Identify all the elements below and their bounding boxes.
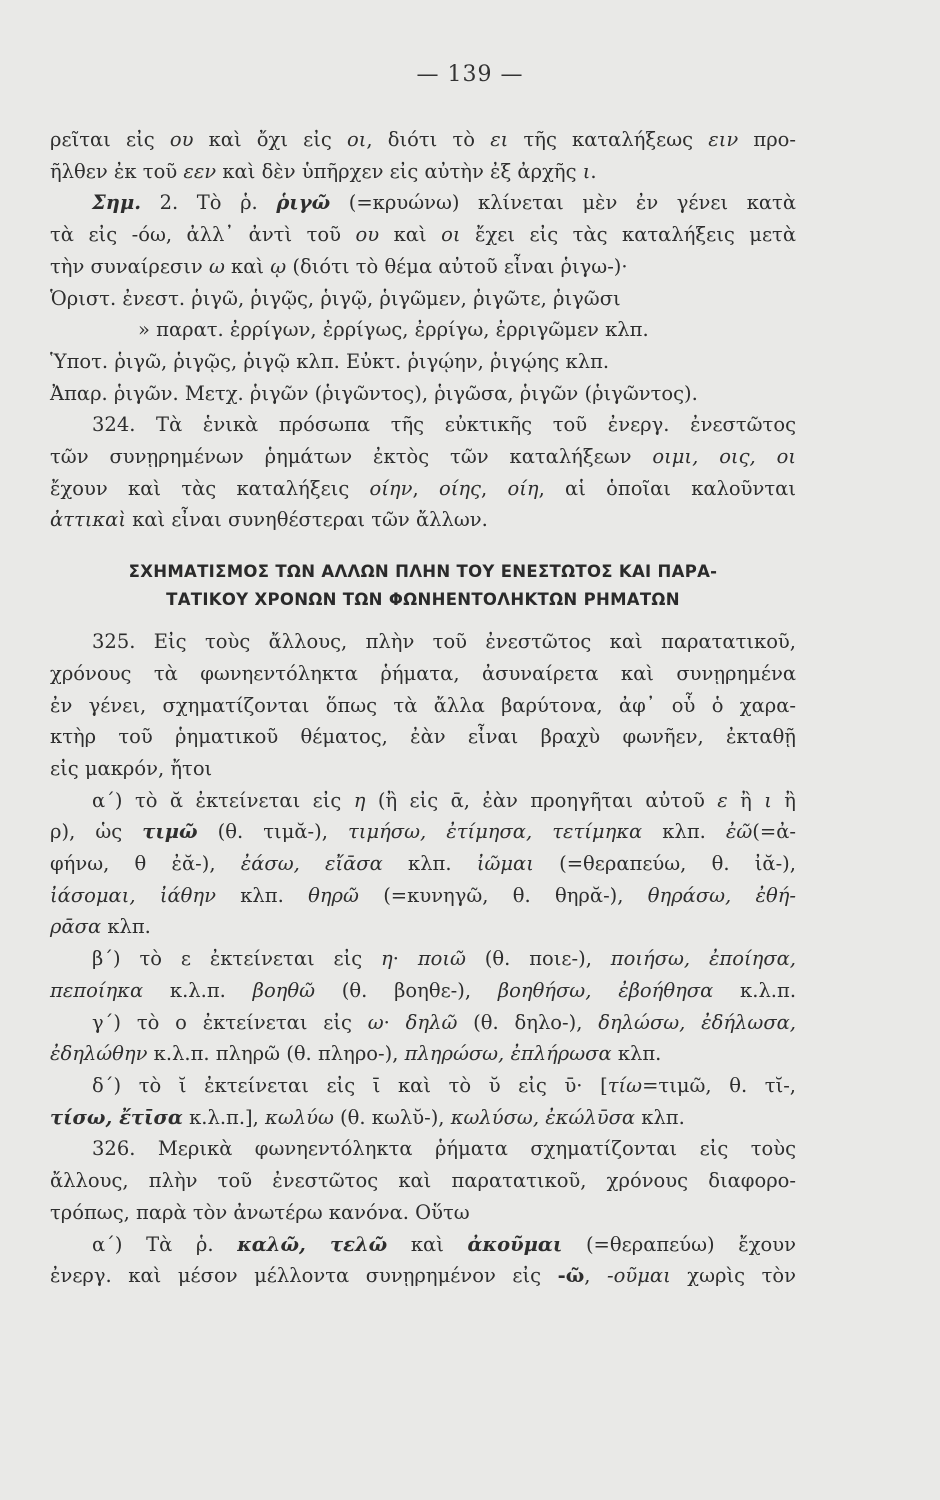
text-run: κλπ.: [101, 915, 151, 939]
text-line: [50, 1229, 796, 1261]
text-line: [50, 1133, 796, 1165]
text-run: ῳ: [270, 254, 287, 278]
text-line: [50, 283, 796, 315]
text-run: γ´) τὸ ο ἐκτείνεται εἰς: [92, 1010, 368, 1034]
text-run: χωρὶς τὸν: [670, 1264, 796, 1288]
text-run: 324. Τὰ ἑνικὰ πρόσωπα τῆς εὐκτικῆς τοῦ ἐνεργ. ἐνεστῶτος: [92, 413, 796, 437]
text-run: ἢ: [771, 788, 796, 812]
text-line: [50, 124, 796, 156]
text-line: [50, 1038, 796, 1070]
text-line: [50, 911, 796, 943]
text-line: [50, 721, 796, 753]
text-run: (=κρυώνω) κλίνεται μὲν ἐν γένει κατὰ: [330, 191, 797, 215]
text-run: α´) τὸ ᾰ ἐκτείνεται εἰς: [92, 788, 354, 812]
text-line: [50, 1007, 796, 1039]
text-run: δηλῶ: [405, 1010, 458, 1034]
text-run: τιμῶ: [142, 820, 198, 844]
text-run: τὴν συναίρεσιν: [50, 254, 209, 278]
text-line: [50, 1197, 796, 1229]
text-run: (θ. ποιε-),: [465, 947, 611, 971]
text-run: » παρατ. ἐρρίγων, ἐρρίγως, ἐρρίγω, ἐρριγῶμεν κλπ.: [138, 318, 649, 342]
text-run: κλπ.: [382, 852, 477, 876]
text-line: [50, 314, 796, 346]
text-run: κ.λ.π.: [713, 978, 797, 1002]
text-run: 2. Τὸ ῥ.: [141, 191, 277, 215]
text-run: η: [353, 788, 366, 812]
text-line: [50, 346, 796, 378]
text-run: τρόπως, παρὰ τὸν ἀνωτέρω κανόνα. Οὕτω: [50, 1200, 470, 1224]
text-run: ρεῖται εἰς: [50, 128, 170, 151]
text-run: θηράσω, ἐθή-: [647, 883, 797, 907]
text-run: ῥιγῶ: [276, 191, 331, 215]
text-run: τῆς καταλήξεως: [508, 128, 709, 151]
text-run: καὶ εἶναι συνηθέστεραι τῶν ἄλλων.: [126, 508, 488, 532]
text-run: ·: [392, 947, 418, 971]
text-run: ἀκοῦμαι: [467, 1232, 563, 1256]
text-run: ἔχει εἰς τὰς καταλήξεις μετὰ: [460, 223, 797, 247]
text-run: .: [590, 159, 597, 183]
text-run: εεν: [183, 159, 217, 183]
text-run: (=ἀ-: [752, 820, 796, 844]
text-run: φήνω, θ ἐᾰ-),: [50, 852, 241, 876]
text-run: ῆλθεν ἐκ τοῦ: [50, 159, 184, 183]
text-run: κ.λ.π.],: [182, 1105, 266, 1129]
text-run: τιμήσω, ἐτίμησα, τετίμηκα: [347, 820, 643, 844]
text-run: δ´) τὸ ῐ ἐκτείνεται εἰς ῑ καὶ τὸ ῠ εἰς ῡ· [: [92, 1073, 608, 1097]
text-run: (θ. τιμᾰ-),: [197, 820, 348, 844]
text-run: ου: [169, 128, 194, 151]
text-line: [50, 409, 796, 441]
text-run: βοηθήσω, ἐβοήθησα: [497, 978, 714, 1002]
text-line: [50, 1260, 796, 1292]
text-run: -οῦμαι: [607, 1264, 671, 1288]
text-run: η: [381, 947, 393, 971]
text-run: πεποίηκα: [50, 978, 144, 1002]
text-run: κ.λ.π.: [143, 978, 253, 1002]
text-run: ποιήσω, ἐποίησα,: [610, 947, 796, 971]
text-run: κλπ.: [611, 1042, 662, 1066]
text-line: [50, 753, 796, 785]
text-run: ποιῶ: [417, 947, 466, 971]
text-run: οίη: [507, 476, 539, 500]
text-run: κλπ.: [215, 883, 309, 907]
text-run: τίω: [607, 1073, 643, 1097]
text-run: ἰάσομαι, ἰάθην: [50, 883, 216, 907]
text-run: 326. Μερικὰ φωνηεντόληκτα ῥήματα σχηματίζονται εἰς τοὺς: [92, 1137, 796, 1161]
text-run: κλπ.: [642, 820, 726, 844]
text-run: Σημ.: [92, 191, 142, 215]
text-run: καὶ δὲν ὑπῆρχεν εἰς αὐτὴν ἐξ ἀρχῆς: [216, 159, 583, 183]
body-text: [50, 124, 796, 1292]
text-line: [50, 378, 796, 410]
text-line: [50, 251, 796, 283]
text-run: α´) Τὰ ῥ.: [92, 1232, 238, 1256]
text-line: [50, 441, 796, 473]
text-run: ·: [383, 1010, 406, 1034]
text-run: θηρῶ: [308, 883, 359, 907]
text-run: οι: [347, 128, 367, 151]
text-run: κλπ.: [635, 1105, 685, 1129]
text-run: (θ. δηλο-),: [457, 1010, 599, 1034]
text-run: οι: [441, 223, 461, 247]
text-run: ἐνεργ. καὶ μέσον μέλλοντα συνῃρημένον εἰς: [50, 1264, 558, 1288]
text-run: -ῶ: [557, 1264, 585, 1288]
text-run: κωλύω: [265, 1105, 334, 1129]
text-line: [50, 690, 796, 722]
text-run: ,: [480, 476, 508, 500]
page-number: — 139 —: [416, 62, 524, 87]
text-line: [50, 219, 796, 251]
text-run: ἰῶμαι: [476, 852, 534, 876]
text-run: ρ), ὡς: [50, 820, 143, 844]
text-run: ε: [717, 788, 728, 812]
text-run: Ὁριστ. ἐνεστ. ῥιγῶ, ῥιγῷς, ῥιγῷ, ῥιγῶμεν, ῥιγῶτε, ῥιγῶσι: [50, 286, 621, 310]
text-line: [50, 473, 796, 505]
text-run: 325. Εἰς τοὺς ἄλλους, πλὴν τοῦ ἐνεστῶτος καὶ παρατατικοῦ,: [92, 630, 796, 654]
text-run: εἰς μακρόν, ἤτοι: [50, 756, 213, 780]
text-line: [50, 880, 796, 912]
text-run: ἐδηλώθην: [50, 1042, 148, 1066]
text-run: , διότι τὸ: [366, 128, 491, 151]
text-run: ἄλλους, πλὴν τοῦ ἐνεστῶτος καὶ παρατατικοῦ, χρόνους διαφορο-: [50, 1169, 796, 1193]
text-run: , αἱ ὁποῖαι καλοῦνται: [538, 476, 796, 500]
text-line: [50, 626, 796, 658]
text-run: ω: [367, 1010, 384, 1034]
text-run: καὶ: [224, 254, 271, 278]
text-run: ειν: [708, 128, 739, 151]
text-run: δηλώσω, ἐδήλωσα,: [598, 1010, 796, 1034]
text-run: οιμι, οις, οι: [652, 445, 796, 469]
text-run: κωλύσω, ἐκώλῡσα: [450, 1105, 636, 1129]
text-line: [50, 1165, 796, 1197]
text-run: ω: [208, 254, 225, 278]
text-run: καὶ: [379, 223, 442, 247]
text-run: ἔχουν καὶ τὰς καταλήξεις: [50, 476, 370, 500]
text-run: οίην: [369, 476, 413, 500]
text-run: ρᾱσα: [50, 915, 102, 939]
text-run: κτὴρ τοῦ ῥηματικοῦ θέματος, ἐὰν εἶναι βραχὺ φωνῆεν, ἐκταθῇ: [50, 725, 796, 749]
text-run: Ὑποτ. ῥιγῶ, ῥιγῷς, ῥιγῷ κλπ. Εὐκτ. ῥιγῴην, ῥιγῴης κλπ.: [50, 349, 610, 373]
text-run: ἐν γένει, σχηματίζονται ὅπως τὰ ἄλλα βαρύτονα, ἀφ᾽ οὗ ὁ χαρα-: [50, 693, 796, 717]
text-line: [50, 848, 796, 880]
text-line: [50, 943, 796, 975]
text-run: τίσω, ἔτῑσα: [50, 1105, 183, 1129]
text-run: κ.λ.π. πληρῶ (θ. πληρο-),: [147, 1042, 405, 1066]
text-line: [50, 1070, 796, 1102]
text-line: [50, 785, 796, 817]
text-run: ἐῶ: [725, 820, 753, 844]
text-run: καὶ ὄχι εἰς: [193, 128, 347, 151]
text-run: ,: [584, 1264, 608, 1288]
text-run: (ἢ εἰς ᾱ, ἐὰν προηγῆται αὐτοῦ: [365, 788, 718, 812]
text-run: =τιμῶ, θ. τῐ-,: [642, 1073, 796, 1097]
text-run: Ἀπαρ. ῥιγῶν. Μετχ. ῥιγῶν (ῥιγῶντος), ῥιγῶσα, ῥιγῶν (ῥιγῶντος).: [50, 381, 698, 405]
text-run: (=θεραπεύω) ἔχουν: [562, 1232, 796, 1256]
text-run: βοηθῶ: [252, 978, 316, 1002]
text-run: (διότι τὸ θέμα αὐτοῦ εἶναι ῥιγω-)·: [286, 254, 628, 278]
text-run: ΤΑΤΙΚΟΥ ΧΡΟΝΩΝ ΤΩΝ ΦΩΝΗΕΝΤΟΛΗΚΤΩΝ ΡΗΜΑΤΩΝ: [166, 590, 680, 610]
text-run: ,: [412, 476, 439, 500]
text-run: ἀττικαὶ: [50, 508, 126, 532]
text-run: οίης: [438, 476, 481, 500]
text-run: (=θεραπεύω, θ. ἰᾰ-),: [533, 852, 796, 876]
text-run: προ-: [738, 128, 796, 151]
text-run: χρόνους τὰ φωνηεντόληκτα ῥήματα, ἀσυναίρετα καὶ συνῃρημένα: [50, 661, 796, 685]
text-line: [50, 658, 796, 690]
section-heading-line: [50, 558, 796, 586]
text-run: (θ. βοηθε-),: [315, 978, 498, 1002]
text-run: τῶν συνῃρημένων ῥημάτων ἐκτὸς τῶν καταλήξεων: [50, 445, 653, 469]
text-run: ει: [490, 128, 509, 151]
text-line: [50, 504, 796, 536]
text-line: [50, 816, 796, 848]
section-heading-line: [50, 586, 796, 614]
text-run: ι: [764, 788, 772, 812]
text-run: β´) τὸ ε ἐκτείνεται εἰς: [92, 947, 382, 971]
text-run: (θ. κωλῠ-),: [333, 1105, 451, 1129]
text-line: [50, 975, 796, 1007]
text-run: καλῶ, τελῶ: [237, 1232, 388, 1256]
text-run: πληρώσω, ἐπλήρωσα: [404, 1042, 612, 1066]
text-run: ΣΧΗΜΑΤΙΣΜΟΣ ΤΩΝ ΑΛΛΩΝ ΠΛΗΝ ΤΟΥ ΕΝΕΣΤΩΤΟΣ ΚΑΙ ΠΑΡΑ-: [128, 562, 718, 582]
text-line: [50, 187, 796, 219]
text-run: καὶ: [387, 1232, 468, 1256]
text-run: ἐάσω, εἴᾱσα: [240, 852, 383, 876]
text-run: ου: [355, 223, 380, 247]
text-run: (=κυνηγῶ, θ. θηρᾰ-),: [358, 883, 648, 907]
text-line: [50, 156, 796, 188]
text-run: ι: [582, 159, 591, 183]
text-line: [50, 1102, 796, 1134]
text-run: τὰ εἰς -όω, ἀλλ᾽ ἀντὶ τοῦ: [50, 223, 356, 247]
text-run: ἢ: [727, 788, 765, 812]
